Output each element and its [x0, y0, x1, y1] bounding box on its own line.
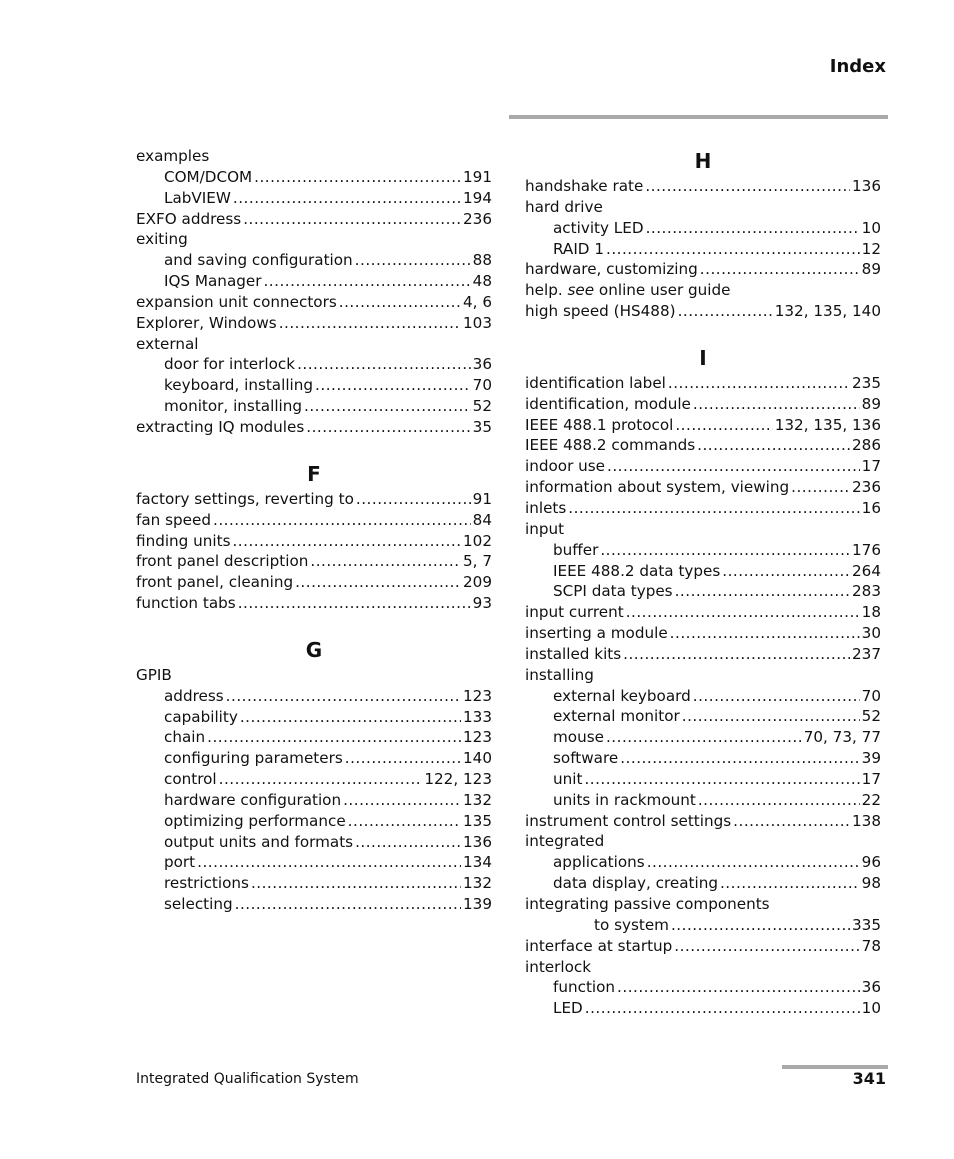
index-entry-label: software — [553, 749, 619, 768]
index-page-ref: 138 — [852, 811, 881, 830]
index-column-right — [525, 146, 881, 1019]
index-entry-label: monitor, installing — [164, 397, 303, 416]
index-entry-label: Explorer, Windows — [136, 313, 277, 332]
index-entry-label: external monitor — [553, 707, 680, 726]
index-page-ref: 335 — [852, 915, 881, 934]
index-entry-label: IEEE 488.2 data types — [553, 561, 721, 580]
index-page-ref: 134 — [463, 853, 492, 872]
dot-leader — [315, 375, 471, 396]
dot-leader — [235, 894, 461, 915]
dot-leader — [279, 313, 461, 334]
index-entry-label: EXFO address — [136, 209, 242, 228]
dot-leader — [682, 706, 860, 727]
index-entry-label: exiting — [136, 230, 188, 249]
index-entry-label: control — [164, 770, 217, 789]
dot-leader — [240, 707, 461, 728]
index-page-ref: 132 — [463, 874, 492, 893]
index-section-letter: H — [694, 149, 712, 173]
index-subentry — [136, 250, 492, 271]
index-entry — [136, 146, 492, 167]
dot-leader — [791, 477, 850, 498]
index-entry — [136, 209, 492, 230]
index-entry — [525, 301, 881, 322]
index-entry-label: address — [164, 686, 224, 705]
dot-leader — [617, 977, 860, 998]
index-subentry — [136, 790, 492, 811]
index-entry-label: finding units — [136, 531, 231, 550]
dot-leader — [697, 435, 850, 456]
index-page-ref: 194 — [463, 188, 492, 207]
index-subentry — [136, 686, 492, 707]
index-page-ref: 70 — [472, 376, 492, 395]
index-page-ref: 98 — [861, 874, 881, 893]
dot-leader — [355, 250, 471, 271]
index-entry-label: capability — [164, 707, 238, 726]
index-entry — [136, 572, 492, 593]
index-entry-label: LabVIEW — [164, 188, 231, 207]
index-page-ref: 88 — [472, 251, 492, 270]
index-page-ref: 191 — [463, 167, 492, 186]
index-entry-label: IQS Manager — [164, 272, 262, 291]
index-page-ref: 36 — [472, 355, 492, 374]
index-entry — [525, 957, 881, 978]
dot-leader — [197, 852, 461, 873]
index-entry-label: chain — [164, 728, 206, 747]
index-subentry — [525, 790, 881, 811]
index-entry-label: extracting IQ modules — [136, 417, 305, 436]
index-subentry — [136, 748, 492, 769]
index-entry-label: indoor use — [525, 457, 606, 476]
index-column-left — [136, 146, 492, 915]
index-subentry — [525, 581, 881, 602]
index-page-ref: 36 — [861, 978, 881, 997]
index-subentry — [525, 540, 881, 561]
index-entry-label: external — [136, 334, 199, 353]
index-page-ref: 12 — [861, 239, 881, 258]
index-page-ref: 17 — [861, 769, 881, 788]
dot-leader — [620, 748, 859, 769]
index-page-ref: 17 — [861, 457, 881, 476]
dot-leader — [678, 301, 773, 322]
index-subentry — [136, 271, 492, 292]
dot-leader — [254, 167, 461, 188]
dot-leader — [645, 176, 850, 197]
index-subentry — [136, 894, 492, 915]
dot-leader — [607, 456, 860, 477]
index-page-ref: 235 — [852, 373, 881, 392]
dot-leader — [693, 686, 860, 707]
index-subentry — [525, 748, 881, 769]
index-entry — [525, 623, 881, 644]
index-entry-label: interlock — [525, 957, 592, 976]
index-entry — [525, 644, 881, 665]
index-entry — [525, 280, 881, 301]
dot-leader — [355, 832, 461, 853]
index-entry — [525, 665, 881, 686]
index-page-ref: 140 — [463, 749, 492, 768]
index-entry — [525, 498, 881, 519]
dot-leader — [600, 540, 850, 561]
index-page-ref: 237 — [852, 644, 881, 663]
index-entry — [525, 197, 881, 218]
dot-leader — [720, 873, 860, 894]
index-page-ref: 52 — [861, 707, 881, 726]
header-rule — [509, 115, 888, 119]
footer-page-number: 341 — [852, 1069, 886, 1088]
dot-leader — [646, 218, 860, 239]
index-section-letter: G — [305, 637, 323, 662]
index-page-ref: 93 — [472, 594, 492, 613]
index-subentry — [136, 811, 492, 832]
index-page-ref: 135 — [463, 811, 492, 830]
index-page-ref: 286 — [852, 436, 881, 455]
section-spacer — [136, 438, 492, 459]
dot-leader — [304, 396, 471, 417]
footer-document-title: Integrated Qualification System — [136, 1071, 359, 1087]
dot-leader — [339, 292, 461, 313]
dot-leader — [722, 561, 850, 582]
index-entry-label: hardware, customizing — [525, 260, 698, 279]
dot-leader — [675, 415, 772, 436]
index-entry-label: factory settings, reverting to — [136, 489, 354, 508]
index-subentry — [136, 769, 492, 790]
index-page-ref: 132, 135, 140 — [774, 302, 881, 321]
index-page-ref: 132, 135, 136 — [774, 415, 881, 434]
index-entry-label: RAID 1 — [553, 239, 604, 258]
index-entry-label: hardware configuration — [164, 790, 342, 809]
index-page-ref: 139 — [463, 895, 492, 914]
index-entry — [136, 292, 492, 313]
index-entry-label: information about system, viewing — [525, 478, 790, 497]
index-entry — [525, 259, 881, 280]
dot-leader — [700, 259, 860, 280]
dot-leader — [670, 623, 860, 644]
index-entry — [525, 415, 881, 436]
index-subentry — [525, 852, 881, 873]
index-entry — [525, 435, 881, 456]
index-page-ref: 132 — [463, 790, 492, 809]
dot-leader — [584, 769, 859, 790]
section-spacer — [136, 614, 492, 635]
dot-leader — [671, 915, 850, 936]
index-entry-label: activity LED — [553, 218, 644, 237]
index-entry — [525, 394, 881, 415]
index-entry-label: inlets — [525, 498, 567, 517]
index-page-ref: 78 — [861, 936, 881, 955]
index-subentry — [525, 727, 881, 748]
index-entry-label: input current — [525, 603, 624, 622]
index-subentry — [136, 167, 492, 188]
index-entry-label: function tabs — [136, 594, 236, 613]
dot-leader — [733, 811, 850, 832]
index-subentry — [525, 977, 881, 998]
index-entry-label: help. see online user guide — [525, 281, 731, 300]
dot-leader — [623, 644, 850, 665]
index-entry-label: hard drive — [525, 197, 603, 216]
index-page-ref: 4, 6 — [463, 292, 492, 311]
dot-leader — [238, 593, 471, 614]
dot-leader — [310, 551, 461, 572]
index-entry — [525, 519, 881, 540]
index-page-ref: 264 — [852, 561, 881, 580]
index-entry-label: keyboard, installing — [164, 376, 314, 395]
index-subentry — [136, 188, 492, 209]
index-entry-label: identification, module — [525, 394, 691, 413]
dot-leader — [356, 489, 471, 510]
index-page-ref: 123 — [463, 728, 492, 747]
index-page-ref: 35 — [472, 417, 492, 436]
index-entry-label: interface at startup — [525, 936, 673, 955]
index-subentry — [136, 396, 492, 417]
index-subentry — [136, 832, 492, 853]
dot-leader — [348, 811, 461, 832]
index-entry-label: restrictions — [164, 874, 249, 893]
index-entry — [136, 593, 492, 614]
dot-leader — [647, 852, 860, 873]
dot-leader — [263, 271, 470, 292]
index-page-ref: 89 — [861, 260, 881, 279]
index-entry — [525, 602, 881, 623]
index-entry — [525, 477, 881, 498]
dot-leader — [233, 188, 461, 209]
index-subentry — [525, 706, 881, 727]
index-entry-label: output units and formats — [164, 832, 354, 851]
index-page-ref: 283 — [852, 582, 881, 601]
index-entry-label: high speed (HS488) — [525, 302, 676, 321]
index-entry — [136, 313, 492, 334]
index-page-ref: 30 — [861, 624, 881, 643]
dot-leader — [232, 531, 461, 552]
index-section-letter: I — [699, 345, 707, 370]
index-entry-label: inserting a module — [525, 624, 668, 643]
index-page-ref: 236 — [463, 209, 492, 228]
index-entry-label: unit — [553, 769, 583, 788]
index-page-ref: 5, 7 — [463, 552, 492, 571]
index-page-ref: 209 — [463, 573, 492, 592]
dot-leader — [693, 394, 860, 415]
index-entry-label: front panel, cleaning — [136, 573, 294, 592]
index-entry — [525, 831, 881, 852]
index-page-ref: 52 — [472, 397, 492, 416]
index-page-ref: 176 — [852, 540, 881, 559]
dot-leader — [213, 510, 471, 531]
index-page-ref: 136 — [463, 832, 492, 851]
index-entry-label: IEEE 488.1 protocol — [525, 415, 674, 434]
section-spacer — [525, 322, 881, 343]
index-page-ref: 18 — [861, 603, 881, 622]
dot-leader — [243, 209, 461, 230]
index-page-ref: 122, 123 — [424, 770, 492, 789]
index-subentry — [525, 915, 881, 936]
index-subentry — [136, 873, 492, 894]
index-entry-label: SCPI data types — [553, 582, 673, 601]
index-entry-label: integrating passive components — [525, 895, 770, 913]
index-subentry — [525, 239, 881, 260]
index-subentry — [136, 375, 492, 396]
index-entry-label: data display, creating — [553, 874, 718, 893]
index-entry — [525, 894, 881, 915]
index-page-ref: 84 — [472, 510, 492, 529]
index-entry-label: installed kits — [525, 644, 622, 663]
dot-leader — [345, 748, 461, 769]
index-subentry — [525, 686, 881, 707]
index-entry-label: to system — [594, 915, 669, 934]
dot-leader — [295, 572, 461, 593]
index-entry-label: front panel description — [136, 552, 309, 571]
index-entry — [136, 417, 492, 438]
index-page-ref: 48 — [472, 272, 492, 291]
index-entry — [136, 334, 492, 355]
index-subentry — [136, 707, 492, 728]
index-page-ref: 136 — [852, 177, 881, 195]
index-page-ref: 236 — [852, 478, 881, 497]
index-entry — [525, 373, 881, 394]
index-entry-label: buffer — [553, 540, 599, 559]
index-entry-label: optimizing performance — [164, 811, 346, 830]
dot-leader — [698, 790, 860, 811]
index-page-ref: 16 — [861, 498, 881, 517]
dot-leader — [568, 498, 859, 519]
index-entry-label: examples — [136, 147, 210, 165]
dot-leader — [675, 581, 850, 602]
index-subentry — [136, 852, 492, 873]
index-subentry — [525, 873, 881, 894]
index-page-ref: 39 — [861, 749, 881, 768]
index-entry-label: configuring parameters — [164, 749, 343, 768]
index-page-ref: 133 — [463, 707, 492, 726]
dot-leader — [626, 602, 860, 623]
index-entry-label: external keyboard — [553, 686, 691, 705]
index-entry-label: selecting — [164, 895, 233, 914]
index-page-ref: 102 — [463, 531, 492, 550]
index-entry — [525, 936, 881, 957]
index-entry-label: integrated — [525, 832, 605, 851]
index-section-letter: F — [307, 461, 321, 486]
index-entry — [136, 665, 492, 686]
index-entry — [525, 456, 881, 477]
index-subentry — [136, 727, 492, 748]
index-entry-label: and saving configuration — [164, 251, 353, 270]
page-header-title: Index — [829, 56, 886, 77]
dot-leader — [251, 873, 461, 894]
index-page-ref: 91 — [472, 489, 492, 508]
index-subentry — [525, 561, 881, 582]
index-page-ref: 10 — [861, 999, 881, 1018]
index-entry-label: applications — [553, 853, 645, 872]
index-entry-label: instrument control settings — [525, 811, 732, 830]
index-page-ref: 103 — [463, 313, 492, 332]
dot-leader — [343, 790, 461, 811]
index-subentry — [525, 769, 881, 790]
index-entry — [136, 489, 492, 510]
index-entry-label: fan speed — [136, 510, 211, 529]
index-entry-label: function — [553, 978, 616, 997]
dot-leader — [226, 686, 461, 707]
index-subentry — [136, 354, 492, 375]
index-entry-label: GPIB — [136, 665, 172, 684]
index-entry — [136, 531, 492, 552]
index-entry-label: units in rackmount — [553, 790, 696, 809]
dot-leader — [674, 936, 859, 957]
index-entry-label: port — [164, 853, 196, 872]
index-entry-label: identification label — [525, 373, 666, 392]
index-subentry — [525, 998, 881, 1019]
index-entry — [525, 811, 881, 832]
index-subentry — [525, 218, 881, 239]
dot-leader — [297, 354, 471, 375]
index-page-ref: 22 — [861, 790, 881, 809]
index-entry-label: input — [525, 519, 565, 538]
see-reference-marker: see — [567, 281, 595, 300]
index-page-ref: 89 — [861, 394, 881, 413]
index-entry-label: LED — [553, 999, 583, 1018]
dot-leader — [306, 417, 470, 438]
index-page-ref: 123 — [463, 686, 492, 705]
index-entry — [136, 551, 492, 572]
index-entry-label: handshake rate — [525, 177, 644, 195]
index-page-ref: 96 — [861, 853, 881, 872]
index-entry-label: installing — [525, 665, 594, 684]
index-page-ref: 70, 73, 77 — [803, 728, 881, 747]
dot-leader — [585, 998, 860, 1019]
dot-leader — [668, 373, 850, 394]
index-entry-label: COM/DCOM — [164, 167, 253, 186]
index-entry — [136, 510, 492, 531]
dot-leader — [606, 239, 860, 260]
index-page-ref: 70 — [861, 686, 881, 705]
dot-leader — [219, 769, 423, 790]
index-entry-label: IEEE 488.2 commands — [525, 436, 696, 455]
index-entry — [136, 229, 492, 250]
index-entry — [525, 176, 881, 197]
index-entry-label: door for interlock — [164, 355, 296, 374]
index-entry-label: expansion unit connectors — [136, 292, 337, 311]
index-page-ref: 10 — [861, 218, 881, 237]
dot-leader — [207, 727, 461, 748]
dot-leader — [606, 727, 802, 748]
index-entry-label: mouse — [553, 728, 604, 747]
